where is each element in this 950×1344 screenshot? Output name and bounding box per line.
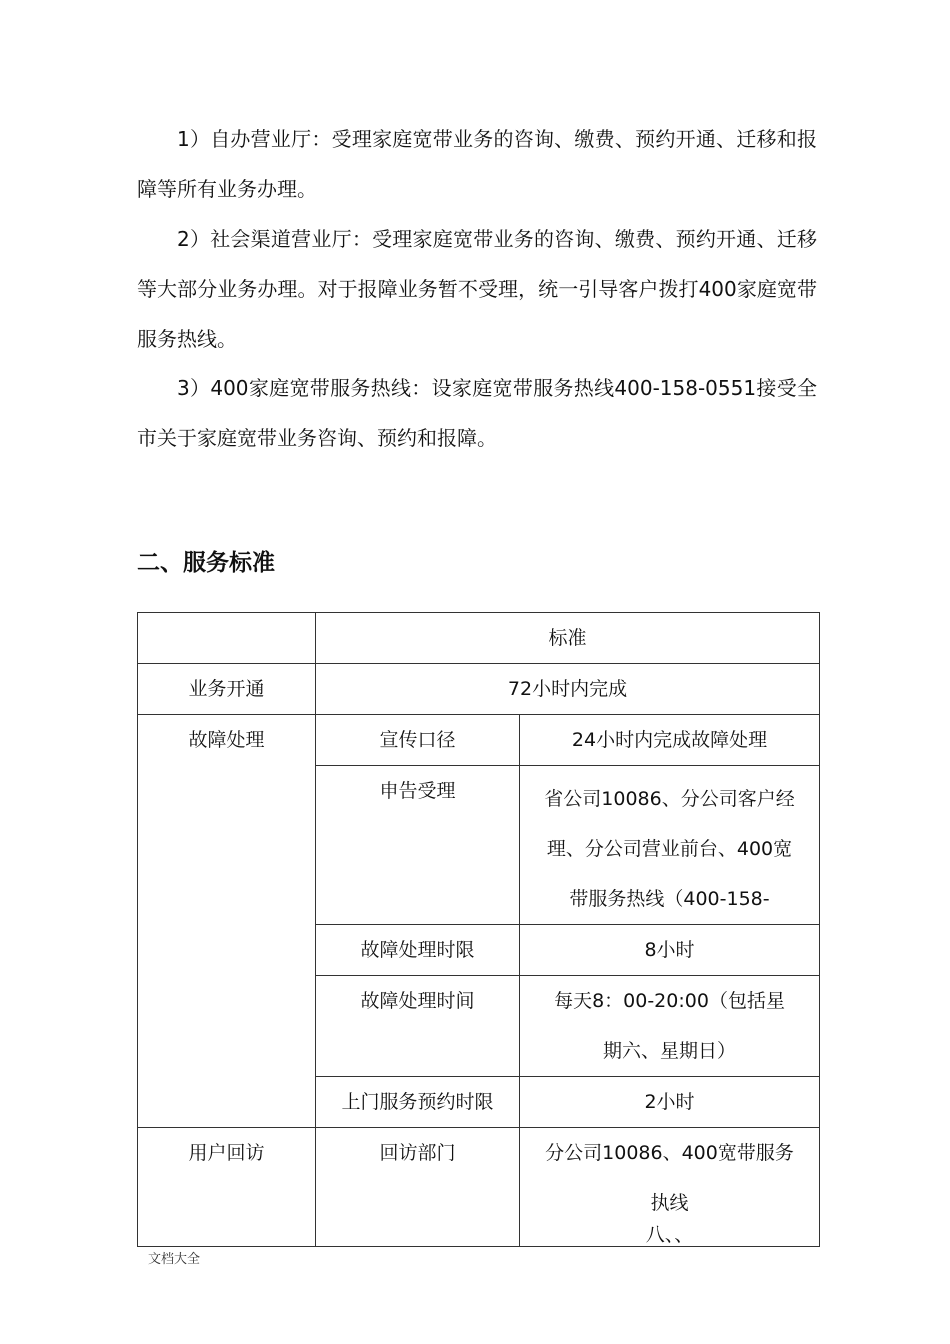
service-standard-table [137,612,820,1247]
value-line: 期六、星期日） [603,1040,737,1062]
value-line: 每天8：00-20:00（包括星 [554,990,785,1012]
table-row [138,715,820,766]
section-heading: 二、服务标准 [137,550,275,576]
fault-value-multiline [520,766,819,924]
paragraph-self-run-hall: 1）自办营业厅：受理家庭宽带业务的咨询、缴费、预约开通、迁移和报障等所有业务办理。 [137,127,817,201]
table-header-row [138,613,820,664]
business-open-value: 72小时内完成 [316,664,820,715]
fault-item-cell: 宣传口径 [316,715,520,766]
user-visit-label: 用户回访 [138,1128,316,1247]
fault-value-cell [520,766,820,925]
value-line: 省公司10086、分公司客户经 [544,788,795,810]
fault-value-cell: 24小时内完成故障处理 [520,715,820,766]
business-open-label: 业务开通 [138,664,316,715]
header-blank-cell [138,613,316,664]
fault-item-cell: 故障处理时限 [316,925,520,976]
header-standard-cell: 标准 [316,613,820,664]
value-line: 分公司10086、400宽带服务 [545,1142,794,1164]
fault-value-cell [520,976,820,1077]
fault-item-cell: 上门服务预约时限 [316,1077,520,1128]
fault-item-cell: 故障处理时间 [316,976,520,1077]
value-line: 理、分公司营业前台、400宽 [546,838,793,860]
table-row [138,1128,820,1247]
paragraph-social-channel-hall: 2）社会渠道营业厅：受理家庭宽带业务的咨询、缴费、预约开通、迁移等大部分业务办理。对于报障业务暂不受理，统一引导客户拨打400家庭宽带服务热线。 [137,227,817,351]
fault-item-cell: 申告受理 [316,766,520,925]
user-visit-item: 回访部门 [316,1128,520,1247]
paragraph-service-hotline: 3）400家庭宽带服务热线：设家庭宽带服务热线400-158-0551接受全市关于家庭宽带业务咨询、预约和报障。 [137,376,817,450]
value-line: 八、、 [645,1224,694,1246]
page-footer: 文档大全 [148,1252,201,1267]
value-line: 带服务热线（400-158- [569,888,770,910]
value-line: 执线 [650,1192,689,1214]
fault-value-cell: 2小时 [520,1077,820,1128]
fault-handling-label: 故障处理 [138,715,316,1128]
fault-value-cell: 8小时 [520,925,820,976]
user-visit-value [520,1128,820,1247]
table-row [138,664,820,715]
